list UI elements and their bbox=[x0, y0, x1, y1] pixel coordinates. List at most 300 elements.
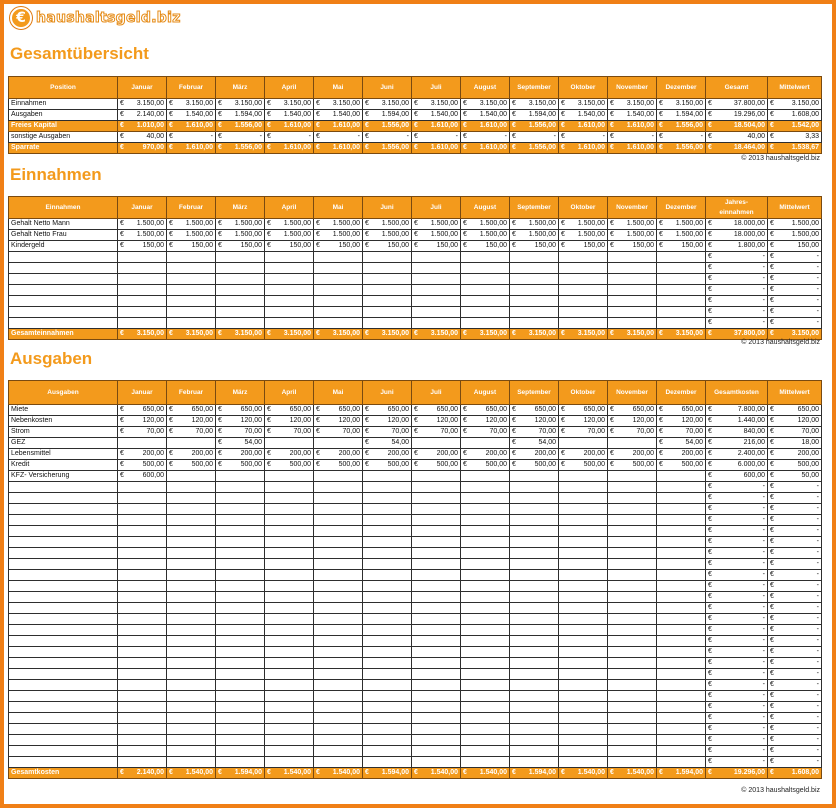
value-cell[interactable] bbox=[412, 493, 461, 504]
value-cell[interactable] bbox=[412, 230, 461, 241]
value-cell[interactable] bbox=[412, 515, 461, 526]
value-cell[interactable] bbox=[706, 296, 768, 307]
value-cell[interactable] bbox=[461, 515, 510, 526]
value-cell[interactable] bbox=[118, 746, 167, 757]
value-cell[interactable] bbox=[706, 482, 768, 493]
value-cell[interactable] bbox=[363, 603, 412, 614]
value-cell[interactable] bbox=[461, 636, 510, 647]
value-cell[interactable] bbox=[265, 625, 314, 636]
value-cell[interactable] bbox=[314, 702, 363, 713]
value-cell[interactable] bbox=[510, 329, 559, 340]
value-cell[interactable] bbox=[657, 143, 706, 154]
row-label[interactable]: GEZ bbox=[9, 438, 118, 449]
value-cell[interactable] bbox=[265, 405, 314, 416]
value-cell[interactable] bbox=[265, 471, 314, 482]
value-cell[interactable] bbox=[118, 592, 167, 603]
value-cell[interactable] bbox=[461, 121, 510, 132]
value-cell[interactable] bbox=[118, 285, 167, 296]
value-cell[interactable] bbox=[216, 230, 265, 241]
value-cell[interactable] bbox=[412, 757, 461, 768]
row-label[interactable]: Kredit bbox=[9, 460, 118, 471]
value-cell[interactable] bbox=[559, 603, 608, 614]
value-cell[interactable] bbox=[265, 592, 314, 603]
value-cell[interactable] bbox=[706, 460, 768, 471]
row-label[interactable] bbox=[9, 307, 118, 318]
value-cell[interactable] bbox=[118, 460, 167, 471]
value-cell[interactable] bbox=[363, 405, 412, 416]
value-cell[interactable] bbox=[510, 713, 559, 724]
value-cell[interactable] bbox=[706, 702, 768, 713]
value-cell[interactable] bbox=[608, 241, 657, 252]
row-label[interactable] bbox=[9, 570, 118, 581]
value-cell[interactable] bbox=[559, 274, 608, 285]
value-cell[interactable] bbox=[510, 471, 559, 482]
value-cell[interactable] bbox=[559, 647, 608, 658]
value-cell[interactable] bbox=[706, 636, 768, 647]
value-cell[interactable] bbox=[768, 482, 822, 493]
value-cell[interactable] bbox=[167, 757, 216, 768]
value-cell[interactable] bbox=[657, 702, 706, 713]
value-cell[interactable] bbox=[118, 143, 167, 154]
value-cell[interactable] bbox=[657, 241, 706, 252]
value-cell[interactable] bbox=[118, 724, 167, 735]
value-cell[interactable] bbox=[461, 405, 510, 416]
value-cell[interactable] bbox=[363, 592, 412, 603]
value-cell[interactable] bbox=[314, 99, 363, 110]
value-cell[interactable] bbox=[706, 416, 768, 427]
value-cell[interactable] bbox=[559, 296, 608, 307]
value-cell[interactable] bbox=[461, 537, 510, 548]
value-cell[interactable] bbox=[314, 405, 363, 416]
value-cell[interactable] bbox=[657, 625, 706, 636]
value-cell[interactable] bbox=[167, 471, 216, 482]
value-cell[interactable] bbox=[510, 274, 559, 285]
value-cell[interactable] bbox=[216, 702, 265, 713]
value-cell[interactable] bbox=[167, 121, 216, 132]
value-cell[interactable] bbox=[608, 449, 657, 460]
value-cell[interactable] bbox=[768, 559, 822, 570]
value-cell[interactable] bbox=[118, 625, 167, 636]
value-cell[interactable] bbox=[461, 691, 510, 702]
value-cell[interactable] bbox=[559, 702, 608, 713]
value-cell[interactable] bbox=[363, 318, 412, 329]
value-cell[interactable] bbox=[510, 307, 559, 318]
value-cell[interactable] bbox=[657, 263, 706, 274]
value-cell[interactable] bbox=[510, 625, 559, 636]
value-cell[interactable] bbox=[768, 702, 822, 713]
value-cell[interactable] bbox=[559, 329, 608, 340]
value-cell[interactable] bbox=[118, 603, 167, 614]
value-cell[interactable] bbox=[167, 263, 216, 274]
value-cell[interactable] bbox=[657, 274, 706, 285]
value-cell[interactable] bbox=[461, 713, 510, 724]
value-cell[interactable] bbox=[657, 526, 706, 537]
value-cell[interactable] bbox=[510, 735, 559, 746]
value-cell[interactable] bbox=[167, 252, 216, 263]
value-cell[interactable] bbox=[510, 263, 559, 274]
value-cell[interactable] bbox=[510, 318, 559, 329]
row-label[interactable]: Freies Kapital bbox=[9, 121, 118, 132]
value-cell[interactable] bbox=[363, 768, 412, 779]
value-cell[interactable] bbox=[412, 438, 461, 449]
value-cell[interactable] bbox=[559, 449, 608, 460]
value-cell[interactable] bbox=[216, 526, 265, 537]
value-cell[interactable] bbox=[461, 658, 510, 669]
value-cell[interactable] bbox=[216, 132, 265, 143]
row-label[interactable]: Kindergeld bbox=[9, 241, 118, 252]
value-cell[interactable] bbox=[608, 405, 657, 416]
value-cell[interactable] bbox=[510, 636, 559, 647]
row-label[interactable] bbox=[9, 318, 118, 329]
value-cell[interactable] bbox=[118, 241, 167, 252]
value-cell[interactable] bbox=[657, 449, 706, 460]
value-cell[interactable] bbox=[216, 241, 265, 252]
value-cell[interactable] bbox=[363, 515, 412, 526]
value-cell[interactable] bbox=[118, 329, 167, 340]
value-cell[interactable] bbox=[314, 219, 363, 230]
value-cell[interactable] bbox=[216, 636, 265, 647]
value-cell[interactable] bbox=[363, 691, 412, 702]
value-cell[interactable] bbox=[608, 143, 657, 154]
value-cell[interactable] bbox=[167, 416, 216, 427]
value-cell[interactable] bbox=[461, 274, 510, 285]
value-cell[interactable] bbox=[510, 559, 559, 570]
value-cell[interactable] bbox=[265, 307, 314, 318]
value-cell[interactable] bbox=[314, 482, 363, 493]
value-cell[interactable] bbox=[608, 285, 657, 296]
value-cell[interactable] bbox=[510, 110, 559, 121]
value-cell[interactable] bbox=[510, 515, 559, 526]
value-cell[interactable] bbox=[314, 548, 363, 559]
value-cell[interactable] bbox=[167, 691, 216, 702]
value-cell[interactable] bbox=[412, 713, 461, 724]
value-cell[interactable] bbox=[118, 318, 167, 329]
value-cell[interactable] bbox=[608, 460, 657, 471]
value-cell[interactable] bbox=[265, 614, 314, 625]
value-cell[interactable] bbox=[118, 768, 167, 779]
value-cell[interactable] bbox=[216, 438, 265, 449]
value-cell[interactable] bbox=[314, 493, 363, 504]
value-cell[interactable] bbox=[412, 691, 461, 702]
value-cell[interactable] bbox=[559, 592, 608, 603]
value-cell[interactable] bbox=[412, 285, 461, 296]
value-cell[interactable] bbox=[265, 252, 314, 263]
value-cell[interactable] bbox=[363, 307, 412, 318]
value-cell[interactable] bbox=[363, 482, 412, 493]
value-cell[interactable] bbox=[657, 724, 706, 735]
row-label[interactable] bbox=[9, 625, 118, 636]
value-cell[interactable] bbox=[559, 405, 608, 416]
value-cell[interactable] bbox=[706, 493, 768, 504]
value-cell[interactable] bbox=[265, 241, 314, 252]
value-cell[interactable] bbox=[167, 274, 216, 285]
value-cell[interactable] bbox=[706, 746, 768, 757]
value-cell[interactable] bbox=[461, 471, 510, 482]
value-cell[interactable] bbox=[706, 143, 768, 154]
row-label[interactable] bbox=[9, 548, 118, 559]
value-cell[interactable] bbox=[657, 110, 706, 121]
value-cell[interactable] bbox=[559, 416, 608, 427]
value-cell[interactable] bbox=[216, 329, 265, 340]
value-cell[interactable] bbox=[265, 416, 314, 427]
value-cell[interactable] bbox=[657, 307, 706, 318]
value-cell[interactable] bbox=[167, 296, 216, 307]
value-cell[interactable] bbox=[167, 132, 216, 143]
value-cell[interactable] bbox=[559, 219, 608, 230]
value-cell[interactable] bbox=[314, 416, 363, 427]
row-label[interactable]: Sparrate bbox=[9, 143, 118, 154]
value-cell[interactable] bbox=[768, 592, 822, 603]
value-cell[interactable] bbox=[657, 121, 706, 132]
value-cell[interactable] bbox=[768, 581, 822, 592]
value-cell[interactable] bbox=[559, 614, 608, 625]
value-cell[interactable] bbox=[314, 274, 363, 285]
value-cell[interactable] bbox=[167, 526, 216, 537]
value-cell[interactable] bbox=[265, 603, 314, 614]
row-label[interactable]: Einnahmen bbox=[9, 99, 118, 110]
value-cell[interactable] bbox=[167, 329, 216, 340]
value-cell[interactable] bbox=[608, 307, 657, 318]
value-cell[interactable] bbox=[461, 603, 510, 614]
value-cell[interactable] bbox=[265, 274, 314, 285]
value-cell[interactable] bbox=[461, 427, 510, 438]
value-cell[interactable] bbox=[461, 460, 510, 471]
value-cell[interactable] bbox=[461, 570, 510, 581]
row-label[interactable] bbox=[9, 735, 118, 746]
value-cell[interactable] bbox=[706, 318, 768, 329]
value-cell[interactable] bbox=[412, 702, 461, 713]
value-cell[interactable] bbox=[461, 132, 510, 143]
value-cell[interactable] bbox=[265, 515, 314, 526]
value-cell[interactable] bbox=[559, 252, 608, 263]
value-cell[interactable] bbox=[768, 318, 822, 329]
value-cell[interactable] bbox=[510, 581, 559, 592]
row-label[interactable] bbox=[9, 537, 118, 548]
value-cell[interactable] bbox=[768, 548, 822, 559]
value-cell[interactable] bbox=[510, 427, 559, 438]
value-cell[interactable] bbox=[167, 669, 216, 680]
value-cell[interactable] bbox=[706, 713, 768, 724]
value-cell[interactable] bbox=[216, 274, 265, 285]
value-cell[interactable] bbox=[768, 427, 822, 438]
value-cell[interactable] bbox=[412, 537, 461, 548]
value-cell[interactable] bbox=[608, 658, 657, 669]
value-cell[interactable] bbox=[412, 274, 461, 285]
value-cell[interactable] bbox=[363, 680, 412, 691]
value-cell[interactable] bbox=[608, 230, 657, 241]
value-cell[interactable] bbox=[265, 329, 314, 340]
value-cell[interactable] bbox=[657, 713, 706, 724]
row-label[interactable] bbox=[9, 636, 118, 647]
value-cell[interactable] bbox=[118, 680, 167, 691]
value-cell[interactable] bbox=[608, 746, 657, 757]
value-cell[interactable] bbox=[510, 768, 559, 779]
value-cell[interactable] bbox=[608, 669, 657, 680]
value-cell[interactable] bbox=[559, 768, 608, 779]
value-cell[interactable] bbox=[118, 691, 167, 702]
value-cell[interactable] bbox=[216, 471, 265, 482]
row-label[interactable] bbox=[9, 724, 118, 735]
value-cell[interactable] bbox=[608, 318, 657, 329]
value-cell[interactable] bbox=[314, 307, 363, 318]
value-cell[interactable] bbox=[265, 110, 314, 121]
value-cell[interactable] bbox=[314, 614, 363, 625]
value-cell[interactable] bbox=[265, 658, 314, 669]
value-cell[interactable] bbox=[265, 526, 314, 537]
value-cell[interactable] bbox=[768, 669, 822, 680]
value-cell[interactable] bbox=[510, 252, 559, 263]
value-cell[interactable] bbox=[216, 713, 265, 724]
value-cell[interactable] bbox=[768, 735, 822, 746]
value-cell[interactable] bbox=[706, 691, 768, 702]
value-cell[interactable] bbox=[559, 504, 608, 515]
row-label[interactable]: Gehalt Netto Frau bbox=[9, 230, 118, 241]
value-cell[interactable] bbox=[706, 570, 768, 581]
value-cell[interactable] bbox=[216, 460, 265, 471]
value-cell[interactable] bbox=[216, 735, 265, 746]
value-cell[interactable] bbox=[706, 559, 768, 570]
value-cell[interactable] bbox=[265, 219, 314, 230]
value-cell[interactable] bbox=[510, 241, 559, 252]
row-label[interactable] bbox=[9, 658, 118, 669]
value-cell[interactable] bbox=[657, 636, 706, 647]
value-cell[interactable] bbox=[167, 219, 216, 230]
value-cell[interactable] bbox=[167, 724, 216, 735]
value-cell[interactable] bbox=[706, 735, 768, 746]
value-cell[interactable] bbox=[461, 263, 510, 274]
value-cell[interactable] bbox=[768, 274, 822, 285]
value-cell[interactable] bbox=[706, 647, 768, 658]
value-cell[interactable] bbox=[608, 570, 657, 581]
value-cell[interactable] bbox=[118, 121, 167, 132]
value-cell[interactable] bbox=[363, 570, 412, 581]
value-cell[interactable] bbox=[265, 504, 314, 515]
value-cell[interactable] bbox=[559, 460, 608, 471]
value-cell[interactable] bbox=[118, 252, 167, 263]
value-cell[interactable] bbox=[363, 658, 412, 669]
value-cell[interactable] bbox=[706, 405, 768, 416]
value-cell[interactable] bbox=[314, 691, 363, 702]
value-cell[interactable] bbox=[461, 416, 510, 427]
value-cell[interactable] bbox=[167, 99, 216, 110]
value-cell[interactable] bbox=[608, 482, 657, 493]
value-cell[interactable] bbox=[510, 230, 559, 241]
value-cell[interactable] bbox=[657, 285, 706, 296]
value-cell[interactable] bbox=[559, 724, 608, 735]
value-cell[interactable] bbox=[510, 219, 559, 230]
value-cell[interactable] bbox=[167, 548, 216, 559]
value-cell[interactable] bbox=[216, 252, 265, 263]
value-cell[interactable] bbox=[768, 121, 822, 132]
value-cell[interactable] bbox=[768, 636, 822, 647]
value-cell[interactable] bbox=[657, 230, 706, 241]
value-cell[interactable] bbox=[657, 592, 706, 603]
value-cell[interactable] bbox=[768, 110, 822, 121]
value-cell[interactable] bbox=[265, 493, 314, 504]
value-cell[interactable] bbox=[363, 471, 412, 482]
value-cell[interactable] bbox=[118, 735, 167, 746]
value-cell[interactable] bbox=[412, 296, 461, 307]
value-cell[interactable] bbox=[167, 482, 216, 493]
value-cell[interactable] bbox=[608, 99, 657, 110]
value-cell[interactable] bbox=[510, 405, 559, 416]
value-cell[interactable] bbox=[167, 581, 216, 592]
value-cell[interactable] bbox=[118, 515, 167, 526]
value-cell[interactable] bbox=[412, 405, 461, 416]
value-cell[interactable] bbox=[265, 724, 314, 735]
value-cell[interactable] bbox=[167, 449, 216, 460]
value-cell[interactable] bbox=[461, 559, 510, 570]
value-cell[interactable] bbox=[768, 132, 822, 143]
value-cell[interactable] bbox=[461, 702, 510, 713]
value-cell[interactable] bbox=[412, 110, 461, 121]
value-cell[interactable] bbox=[216, 658, 265, 669]
value-cell[interactable] bbox=[216, 768, 265, 779]
value-cell[interactable] bbox=[559, 757, 608, 768]
value-cell[interactable] bbox=[314, 603, 363, 614]
value-cell[interactable] bbox=[657, 504, 706, 515]
value-cell[interactable] bbox=[118, 559, 167, 570]
value-cell[interactable] bbox=[608, 702, 657, 713]
value-cell[interactable] bbox=[167, 405, 216, 416]
value-cell[interactable] bbox=[363, 504, 412, 515]
value-cell[interactable] bbox=[510, 143, 559, 154]
value-cell[interactable] bbox=[118, 99, 167, 110]
value-cell[interactable] bbox=[314, 143, 363, 154]
value-cell[interactable] bbox=[559, 471, 608, 482]
value-cell[interactable] bbox=[363, 537, 412, 548]
value-cell[interactable] bbox=[657, 768, 706, 779]
value-cell[interactable] bbox=[118, 537, 167, 548]
value-cell[interactable] bbox=[216, 515, 265, 526]
value-cell[interactable] bbox=[706, 581, 768, 592]
value-cell[interactable] bbox=[657, 603, 706, 614]
value-cell[interactable] bbox=[118, 296, 167, 307]
value-cell[interactable] bbox=[167, 658, 216, 669]
value-cell[interactable] bbox=[768, 757, 822, 768]
value-cell[interactable] bbox=[118, 416, 167, 427]
value-cell[interactable] bbox=[768, 625, 822, 636]
value-cell[interactable] bbox=[314, 296, 363, 307]
value-cell[interactable] bbox=[706, 669, 768, 680]
value-cell[interactable] bbox=[608, 427, 657, 438]
value-cell[interactable] bbox=[559, 241, 608, 252]
value-cell[interactable] bbox=[608, 713, 657, 724]
value-cell[interactable] bbox=[412, 504, 461, 515]
value-cell[interactable] bbox=[768, 603, 822, 614]
value-cell[interactable] bbox=[510, 493, 559, 504]
value-cell[interactable] bbox=[167, 537, 216, 548]
value-cell[interactable] bbox=[118, 614, 167, 625]
value-cell[interactable] bbox=[314, 230, 363, 241]
row-label[interactable] bbox=[9, 504, 118, 515]
value-cell[interactable] bbox=[363, 438, 412, 449]
value-cell[interactable] bbox=[559, 438, 608, 449]
value-cell[interactable] bbox=[657, 515, 706, 526]
value-cell[interactable] bbox=[314, 263, 363, 274]
value-cell[interactable] bbox=[510, 296, 559, 307]
value-cell[interactable] bbox=[118, 405, 167, 416]
value-cell[interactable] bbox=[768, 307, 822, 318]
value-cell[interactable] bbox=[314, 746, 363, 757]
value-cell[interactable] bbox=[118, 263, 167, 274]
value-cell[interactable] bbox=[657, 318, 706, 329]
value-cell[interactable] bbox=[608, 263, 657, 274]
value-cell[interactable] bbox=[510, 460, 559, 471]
value-cell[interactable] bbox=[657, 99, 706, 110]
value-cell[interactable] bbox=[412, 329, 461, 340]
row-label[interactable]: Gehalt Netto Mann bbox=[9, 219, 118, 230]
